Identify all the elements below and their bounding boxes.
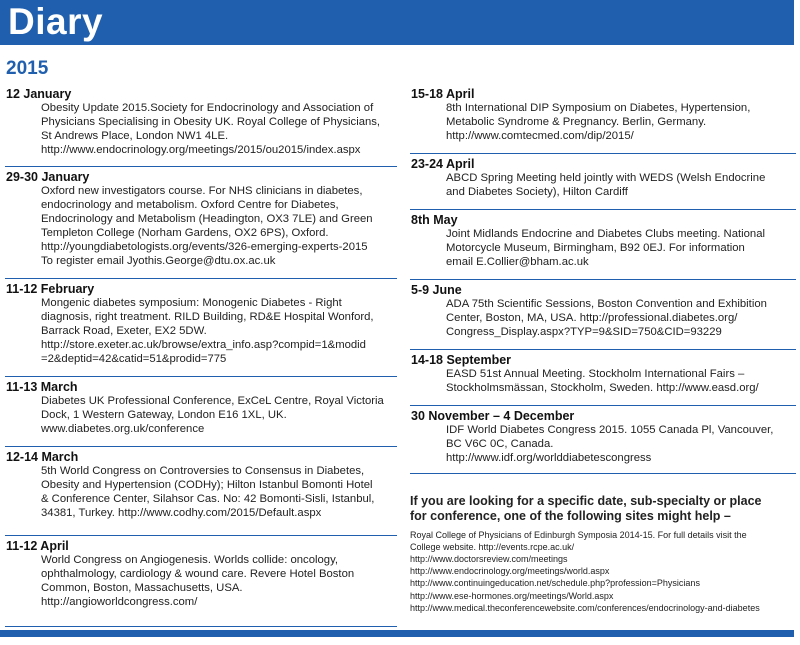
entry-body <box>410 297 796 339</box>
entry-line: World Congress on Angiogenesis. Worlds collide: oncology, <box>41 554 339 566</box>
entry-body <box>410 423 796 465</box>
entry-line: Joint Midlands Endocrine and Diabetes Clubs meeting. National <box>446 228 766 240</box>
page-title: Diary <box>8 1 104 42</box>
entry-line: Endocrinology and Metabolism (Headington, OX3 7LE) and Green <box>41 213 373 225</box>
help-intro-line: Royal College of Physicians of Edinburgh Symposia 2014-15. For full details visit the <box>410 530 747 540</box>
diary-entry <box>410 84 796 154</box>
diary-entry <box>5 447 397 536</box>
diary-entry <box>410 350 796 406</box>
entry-date: 23-24 April <box>411 157 475 171</box>
entry-line: Obesity Update 2015.Society for Endocrinology and Association of <box>41 102 374 114</box>
entry-line: Mongenic diabetes symposium: Monogenic Diabetes - Right <box>41 297 342 309</box>
diary-entry <box>5 279 397 377</box>
diary-entry <box>410 406 796 474</box>
right-column <box>410 84 796 474</box>
entry-body <box>5 553 397 609</box>
help-link[interactable]: http://www.endocrinology.org/meetings/world.aspx <box>410 566 610 577</box>
entry-line: Barrack Road, Exeter, EX2 5DW. <box>41 325 207 337</box>
help-link[interactable]: http://www.ese-hormones.org/meetings/World.aspx <box>410 590 614 601</box>
entry-line: Motorcycle Museum, Birmingham, B92 0EJ. For information <box>446 242 745 254</box>
entry-body <box>5 101 397 157</box>
entry-date: 12 January <box>6 87 72 101</box>
entry-date: 12-14 March <box>6 450 79 464</box>
entry-line: http://youngdiabetologists.org/events/326-emerging-experts-2015 <box>41 241 368 253</box>
entry-body <box>410 227 796 269</box>
left-column <box>5 84 397 627</box>
entry-line: Diabetes UK Professional Conference, ExCeL Centre, Royal Victoria <box>41 395 384 407</box>
entry-body <box>410 171 796 199</box>
entry-line: http://angioworldcongress.com/ <box>41 596 198 608</box>
entry-line: Dock, 1 Western Gateway, London E16 1XL, UK. <box>41 409 287 421</box>
entry-line: IDF World Diabetes Congress 2015. 1055 Canada Pl, Vancouver, <box>446 424 774 436</box>
entry-body <box>410 101 796 143</box>
entry-line: St Andrews Place, London NW1 4LE. <box>41 130 229 142</box>
entry-date: 29-30 January <box>6 170 90 184</box>
entry-line: Congress_Display.aspx?TYP=9&SID=750&CID=93229 <box>446 326 722 338</box>
entry-line: & Conference Center, Silahsor Cas. No: 42 Bomonti-Sisli, Istanbul, <box>41 493 375 505</box>
entry-date: 11-12 April <box>6 539 69 553</box>
help-link[interactable]: http://www.medical.theconferencewebsite.com/conferences/endocrinology-and-diabetes <box>410 602 760 613</box>
entry-line: Obesity and Hypertension (CODHy); Hilton Istanbul Bomonti Hotel <box>41 479 373 491</box>
diary-entry <box>5 536 397 627</box>
entry-date: 5-9 June <box>411 283 462 297</box>
diary-entry <box>5 167 397 279</box>
entry-date: 14-18 September <box>411 353 512 367</box>
entry-line: Oxford new investigators course. For NHS clinicians in diabetes, <box>41 185 363 197</box>
entry-line: Stockholmsmässan, Stockholm, Sweden. http://www.easd.org/ <box>446 382 759 394</box>
entry-line: http://www.comtecmed.com/dip/2015/ <box>446 130 634 142</box>
entry-body <box>5 184 397 268</box>
entry-line: 34381, Turkey. http://www.codhy.com/2015/Default.aspx <box>41 507 322 519</box>
year-heading: 2015 <box>6 58 49 79</box>
entry-body <box>5 464 397 520</box>
entry-line: ABCD Spring Meeting held jointly with WEDS (Welsh Endocrine <box>446 172 766 184</box>
help-links <box>410 553 800 614</box>
entry-line: Common, Boston, Massachusetts, USA. <box>41 582 243 594</box>
entry-body <box>5 394 397 436</box>
entry-line: diagnosis, right treatment. RILD Building, RD&E Hospital Wonford, <box>41 311 374 323</box>
diary-entry <box>410 280 796 350</box>
entry-line: email E.Collier@bham.ac.uk <box>446 256 589 268</box>
diary-entry <box>5 84 397 167</box>
entry-line: 8th International DIP Symposium on Diabetes, Hypertension, <box>446 102 751 114</box>
help-intro-line: College website. http://events.rcpe.ac.uk/ <box>410 542 575 552</box>
entry-line: and Diabetes Society), Hilton Cardiff <box>446 186 628 198</box>
entry-line: endocrinology and metabolism. Oxford Centre for Diabetes, <box>41 199 339 211</box>
entry-line: Metabolic Syndrome & Pregnancy. Berlin, Germany. <box>446 116 707 128</box>
entry-date: 8th May <box>411 213 458 227</box>
help-link[interactable]: http://www.continuingeducation.net/schedule.php?profession=Physicians <box>410 578 700 589</box>
entry-line: Physicians Specialising in Obesity UK. Royal College of Physicians, <box>41 116 381 128</box>
entry-date: 11-12 February <box>6 282 95 296</box>
entry-body <box>5 296 397 366</box>
diary-entry <box>410 154 796 210</box>
entry-line: ophthalmology, cardiology & wound care. Revere Hotel Boston <box>41 568 355 580</box>
entry-date: 15-18 April <box>411 87 475 101</box>
help-link[interactable]: http://www.doctorsreview.com/meetings <box>410 554 568 564</box>
diary-entry <box>410 210 796 280</box>
entry-line: 5th World Congress on Controversies to Consensus in Diabetes, <box>41 465 365 477</box>
entry-line: BC V6C 0C, Canada. <box>446 438 554 450</box>
entry-line: Center, Boston, MA, USA. http://professional.diabetes.org/ <box>446 312 738 324</box>
footer-bar <box>0 630 794 637</box>
header-bar <box>0 0 794 45</box>
help-title-line: If you are looking for a specific date, sub-specialty or place <box>410 494 762 508</box>
help-section <box>410 494 800 614</box>
help-title-line: for conference, one of the following sites might help – <box>410 509 731 523</box>
entry-line: To register email Jyothis.George@dtu.ox.ac.uk <box>41 255 276 267</box>
help-title <box>410 494 800 524</box>
help-intro <box>410 529 800 553</box>
entry-date: 11-13 March <box>6 380 78 394</box>
entry-line: ADA 75th Scientific Sessions, Boston Convention and Exhibition <box>446 298 767 310</box>
entry-line: http://www.idf.org/worlddiabetescongress <box>446 452 652 464</box>
entry-line: EASD 51st Annual Meeting. Stockholm International Fairs – <box>446 368 745 380</box>
diary-entry <box>5 377 397 447</box>
entry-body <box>410 367 796 395</box>
entry-line: http://store.exeter.ac.uk/browse/extra_info.asp?compid=1&modid <box>41 339 366 351</box>
entry-date: 30 November – 4 December <box>411 409 575 423</box>
entry-line: http://www.endocrinology.org/meetings/2015/ou2015/index.aspx <box>41 144 361 156</box>
entry-line: =2&deptid=42&catid=51&prodid=775 <box>41 353 227 365</box>
entry-line: www.diabetes.org.uk/conference <box>41 423 205 435</box>
entry-line: Templeton College (Norham Gardens, OX2 6PS), Oxford. <box>41 227 329 239</box>
